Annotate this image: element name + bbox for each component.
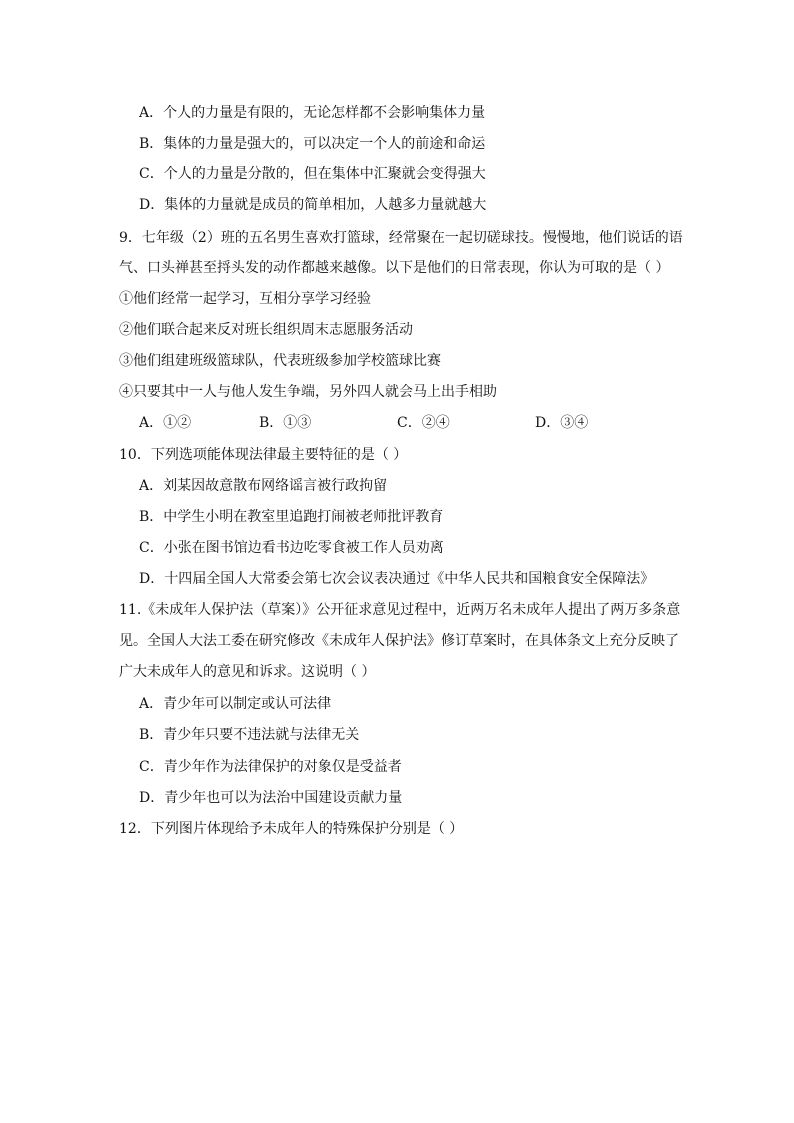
- q9-item-2: ②他们联合起来反对班长组织周末志愿服务活动: [119, 322, 413, 338]
- q10-option-b: B．中学生小明在教室里追跑打闹被老师批评教育: [139, 509, 444, 525]
- q11-option-b: B．青少年只要不违法就与法律无关: [139, 727, 360, 743]
- q8-option-a: A．个人的力量是有限的，无论怎样都不会影响集体力量: [139, 105, 486, 121]
- q11-stem-line-1: 11.《未成年人保护法（草案）》公开征求意见过程中，近两万名未成年人提出了两万多条意: [119, 602, 681, 618]
- q10-stem: 10．下列选项能体现法律最主要特征的是（ ）: [119, 447, 408, 463]
- q9-options-row: [139, 413, 659, 433]
- q9-item-4: ④只要其中一人与他人发生争端，另外四人就会马上出手相助: [119, 384, 497, 400]
- q9-option-d: D．③④: [535, 415, 589, 431]
- q8-option-d: D．集体的力量就是成员的简单相加，人越多力量就越大: [139, 197, 487, 213]
- q8-option-c: C．个人的力量是分散的，但在集体中汇聚就会变得强大: [139, 166, 486, 182]
- q8-option-b: B．集体的力量是强大的，可以决定一个人的前途和命运: [139, 136, 486, 152]
- q11-option-d: D．青少年也可以为法治中国建设贡献力量: [139, 790, 403, 806]
- q11-stem-line-3: 广大未成年人的意见和诉求。这说明（ ）: [119, 664, 376, 680]
- q12-stem: 12．下列图片体现给予未成年人的特殊保护分别是（ ）: [119, 821, 464, 837]
- q9-item-3: ③他们组建班级篮球队，代表班级参加学校篮球比赛: [119, 353, 441, 369]
- q11-stem-line-2: 见。全国人大法工委在研究修改《未成年人保护法》修订草案时，在具体条文上充分反映了: [119, 633, 679, 649]
- q9-item-1: ①他们经常一起学习，互相分享学习经验: [119, 291, 371, 307]
- q10-option-a: A．刘某因故意散布网络谣言被行政拘留: [139, 478, 388, 494]
- q9-stem-line-2: 气、口头禅甚至捋头发的动作都越来越像。以下是他们的日常表现，你认为可取的是（ ）: [119, 260, 670, 276]
- q11-option-a: A．青少年可以制定或认可法律: [139, 696, 332, 712]
- q10-option-c: C．小张在图书馆边看书边吃零食被工作人员劝离: [139, 540, 444, 556]
- q9-option-b: B．①③: [259, 415, 312, 431]
- q11-option-c: C．青少年作为法律保护的对象仅是受益者: [139, 759, 402, 775]
- q9-option-c: C．②④: [397, 415, 450, 431]
- q9-option-a: A．①②: [139, 415, 192, 431]
- q9-stem-line-1: 9．七年级（2）班的五名男生喜欢打篮球，经常聚在一起切磋球技。慢慢地，他们说话的语: [119, 230, 683, 246]
- q10-option-d: D．十四届全国人大常委会第七次会议表决通过《中华人民共和国粮食安全保障法》: [139, 571, 655, 587]
